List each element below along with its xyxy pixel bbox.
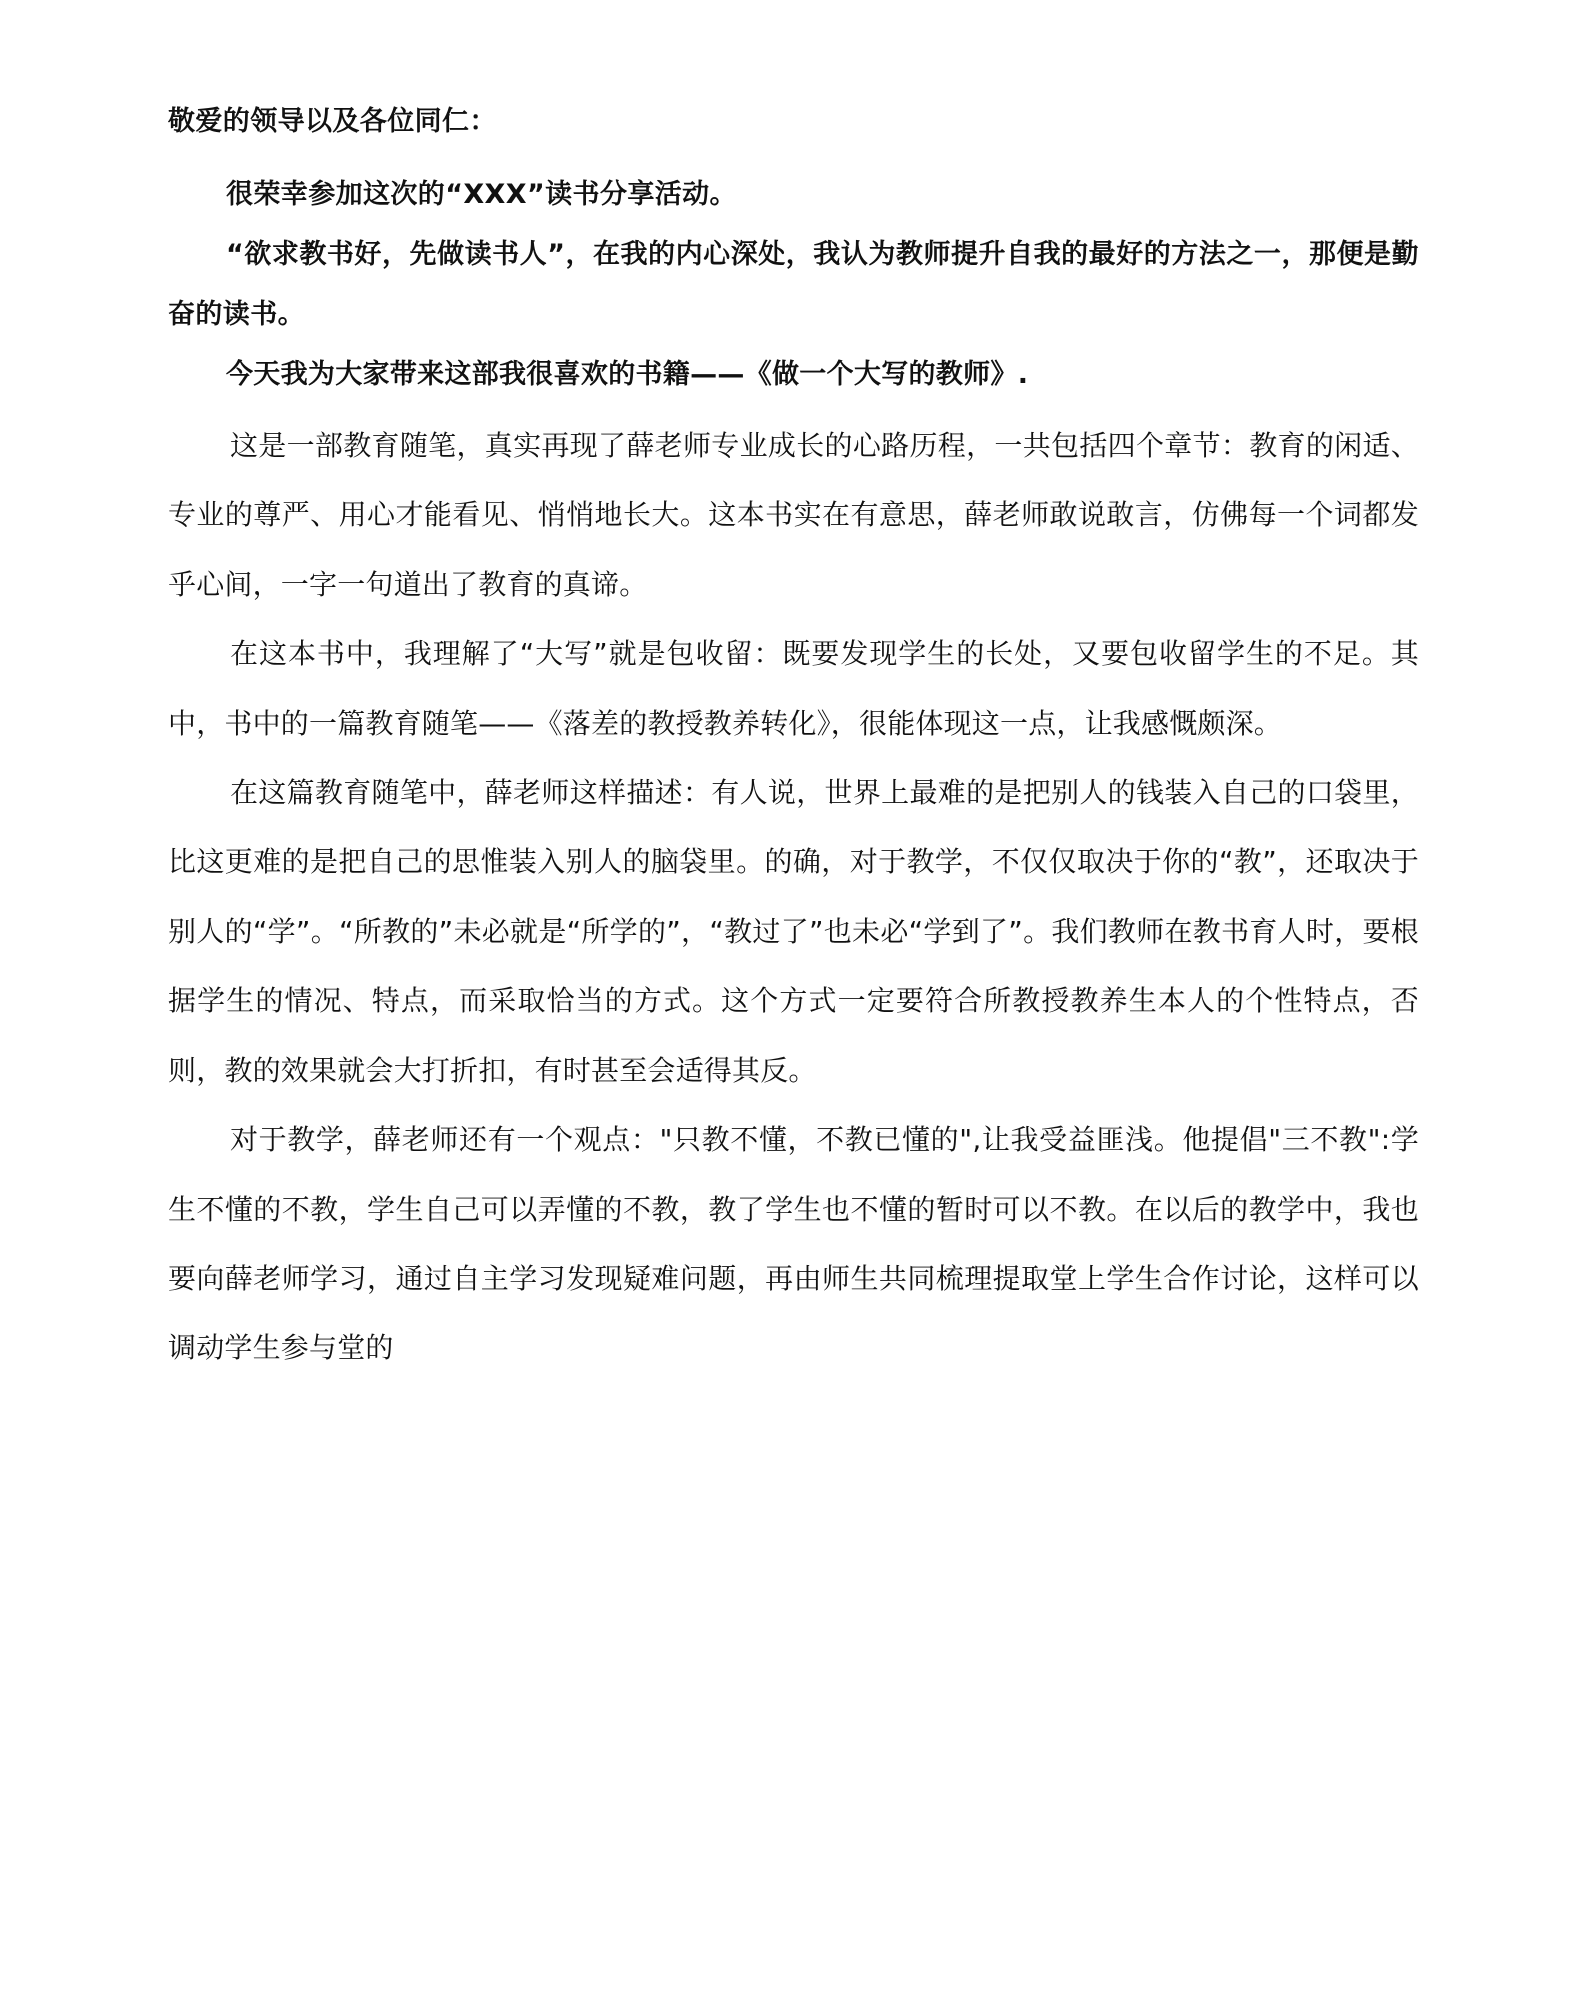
body-paragraph-2: 在这本书中，我理解了“大写”就是包收留：既要发现学生的长处，又要包收留学生的不足。其中，书中的一篇教育随笔——《落差的教授教养转化》，很能体现这一点，让我感慨颇深。 bbox=[168, 637, 1419, 740]
salutation-line: 敬爱的领导以及各位同仁： bbox=[168, 106, 497, 137]
body-paragraph-4: 对于教学，薛老师还有一个观点："只教不懂，不教已懂的",让我受益匪浅。他提倡"三不教":学生不懂的不教，学生自己可以弄懂的不教，教了学生也不懂的暂时可以不教。在以后的教学中，我也要向薛老师学习，通过自主学习发现疑难问题，再由师生共同梳理提取堂上学生合作讨论，这样可以调动学生参与堂的 bbox=[168, 1123, 1419, 1365]
body-paragraph-3: 在这篇教育随笔中，薛老师这样描述：有人说，世界上最难的是把别人的钱装入自己的口袋里，比这更难的是把自己的思惟装入别人的脑袋里。的确，对于教学，不仅仅取决于你的“教”，还取决于别人的“学”。“所教的”未必就是“所学的”，“教过了”也未必“学到了”。我们教师在教书育人时，要根据学生的情况、特点，而采取恰当的方式。这个方式一定要符合所教授教养生本人的个性特点，否则，教的效果就会大打折扣，有时甚至会适得其反。 bbox=[168, 775, 1419, 1087]
intro-paragraph-book-title: 今天我为大家带来这部我很喜欢的书籍——《做一个大写的教师》. bbox=[226, 358, 1029, 390]
intro-paragraph-1: 很荣幸参加这次的“XXX”读书分享活动。 bbox=[226, 179, 737, 210]
document-body bbox=[168, 108, 1419, 1383]
body-paragraph-1: 这是一部教育随笔，真实再现了薛老师专业成长的心路历程，一共包括四个章节：教育的闲适、专业的尊严、用心才能看见、悄悄地长大。这本书实在有意思，薛老师敢说敢言，仿佛每一个词都发乎心间，一字一句道出了教育的真谛。 bbox=[168, 428, 1419, 601]
intro-paragraph-2: “欲求教书好，先做读书人”，在我的内心深处，我认为教师提升自我的最好的方法之一，那便是勤奋的读书。 bbox=[168, 238, 1419, 330]
